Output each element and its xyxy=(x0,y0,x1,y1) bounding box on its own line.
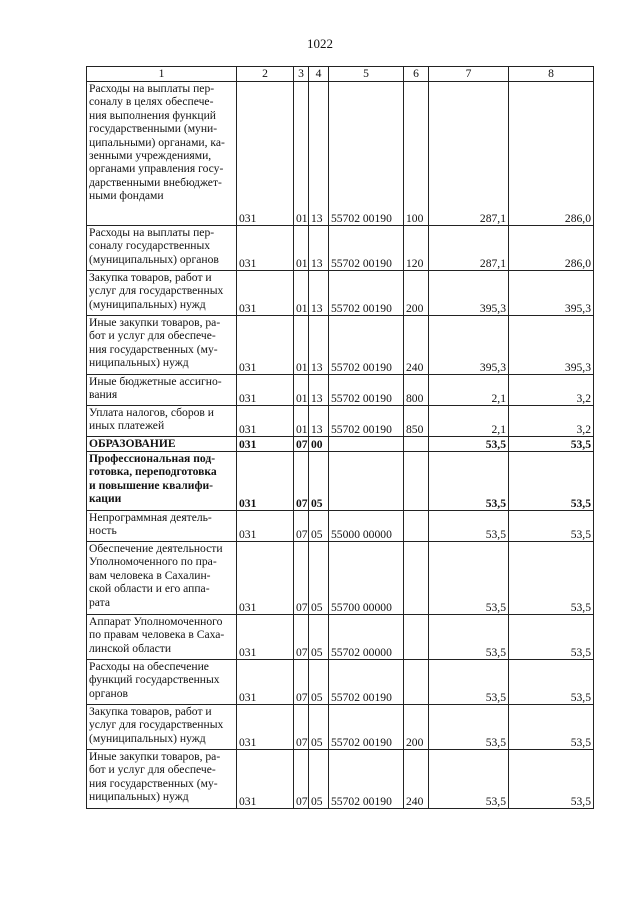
row-name-cell: Иные закупки товаров, ра- бот и услуг для обеспече- ния государственных (му- ниципальных) нужд xyxy=(87,316,237,375)
row-subsection-cell: 05 xyxy=(309,511,329,542)
row-expense-type-cell: 200 xyxy=(404,271,429,316)
row-amount-1-cell: 53,5 xyxy=(429,452,509,511)
row-name-cell: Обеспечение деятельности Уполномоченного по пра- вам человека в Сахалин- ской области и его аппа- рата xyxy=(87,542,237,615)
row-code-cell: 031 xyxy=(237,705,294,750)
row-section-cell: 01 xyxy=(294,226,309,271)
row-expense-type-cell: 100 xyxy=(404,82,429,226)
page-number: 1022 xyxy=(307,36,333,51)
row-amount-2-cell: 53,5 xyxy=(509,705,594,750)
row-code-cell: 031 xyxy=(237,271,294,316)
row-amount-2-cell: 286,0 xyxy=(509,82,594,226)
row-subsection-cell: 13 xyxy=(309,82,329,226)
row-amount-1-cell: 53,5 xyxy=(429,511,509,542)
table-row xyxy=(87,316,594,375)
column-header: 2 xyxy=(237,67,294,82)
column-header: 8 xyxy=(509,67,594,82)
row-name-cell: Расходы на выплаты пер- соналу в целях обеспече- ния выполнения функций государственными (муни- ципальными) органами, ка- зенными учреждениями, органами управления госу- дарственными внебюджет- ными фондами xyxy=(87,82,237,226)
table-row xyxy=(87,226,594,271)
row-target-item-cell: 55700 00000 xyxy=(329,542,404,615)
row-expense-type-cell: 240 xyxy=(404,750,429,809)
row-amount-2-cell: 53,5 xyxy=(509,542,594,615)
row-target-item-cell xyxy=(329,437,404,452)
row-amount-1-cell: 53,5 xyxy=(429,660,509,705)
table-row xyxy=(87,271,594,316)
row-name-cell: Иные бюджетные ассигно- вания xyxy=(87,375,237,406)
row-section-cell: 07 xyxy=(294,660,309,705)
row-amount-1-cell: 2,1 xyxy=(429,375,509,406)
table-row xyxy=(87,750,594,809)
row-amount-2-cell: 53,5 xyxy=(509,660,594,705)
row-code-cell: 031 xyxy=(237,660,294,705)
row-amount-1-cell: 395,3 xyxy=(429,271,509,316)
row-section-cell: 07 xyxy=(294,615,309,660)
row-subsection-cell: 05 xyxy=(309,660,329,705)
row-amount-1-cell: 53,5 xyxy=(429,542,509,615)
row-code-cell: 031 xyxy=(237,615,294,660)
row-name-cell: Уплата налогов, сборов и иных платежей xyxy=(87,406,237,437)
row-amount-2-cell: 3,2 xyxy=(509,375,594,406)
row-amount-2-cell: 395,3 xyxy=(509,316,594,375)
row-amount-2-cell: 53,5 xyxy=(509,511,594,542)
row-amount-1-cell: 53,5 xyxy=(429,437,509,452)
table-row xyxy=(87,375,594,406)
row-amount-1-cell: 53,5 xyxy=(429,750,509,809)
column-header: 3 xyxy=(294,67,309,82)
row-section-cell: 01 xyxy=(294,82,309,226)
column-header: 5 xyxy=(329,67,404,82)
row-subsection-cell: 13 xyxy=(309,271,329,316)
row-amount-1-cell: 287,1 xyxy=(429,226,509,271)
row-expense-type-cell xyxy=(404,660,429,705)
budget-table xyxy=(86,66,594,809)
table-row xyxy=(87,437,594,452)
row-code-cell: 031 xyxy=(237,406,294,437)
row-target-item-cell: 55702 00190 xyxy=(329,406,404,437)
table-row xyxy=(87,82,594,226)
row-expense-type-cell xyxy=(404,511,429,542)
row-code-cell: 031 xyxy=(237,437,294,452)
table-row xyxy=(87,705,594,750)
row-name-cell: Расходы на обеспечение функций государственных органов xyxy=(87,660,237,705)
column-header: 4 xyxy=(309,67,329,82)
row-code-cell: 031 xyxy=(237,452,294,511)
row-code-cell: 031 xyxy=(237,375,294,406)
row-target-item-cell: 55000 00000 xyxy=(329,511,404,542)
row-subsection-cell: 13 xyxy=(309,226,329,271)
column-header: 6 xyxy=(404,67,429,82)
column-header: 7 xyxy=(429,67,509,82)
row-section-cell: 07 xyxy=(294,452,309,511)
row-code-cell: 031 xyxy=(237,82,294,226)
row-amount-2-cell: 53,5 xyxy=(509,452,594,511)
row-expense-type-cell xyxy=(404,437,429,452)
column-header: 1 xyxy=(87,67,237,82)
row-section-cell: 07 xyxy=(294,705,309,750)
row-subsection-cell: 13 xyxy=(309,375,329,406)
row-section-cell: 01 xyxy=(294,375,309,406)
row-name-cell: Непрограммная деятель- ность xyxy=(87,511,237,542)
row-subsection-cell: 13 xyxy=(309,316,329,375)
row-target-item-cell: 55702 00190 xyxy=(329,316,404,375)
row-amount-1-cell: 395,3 xyxy=(429,316,509,375)
row-amount-2-cell: 3,2 xyxy=(509,406,594,437)
row-name-cell: Закупка товаров, работ и услуг для государственных (муниципальных) нужд xyxy=(87,271,237,316)
row-name-cell: Иные закупки товаров, ра- бот и услуг для обеспече- ния государственных (му- ниципальных) нужд xyxy=(87,750,237,809)
row-code-cell: 031 xyxy=(237,226,294,271)
row-section-cell: 01 xyxy=(294,316,309,375)
row-target-item-cell: 55702 00190 xyxy=(329,82,404,226)
row-subsection-cell: 05 xyxy=(309,542,329,615)
row-subsection-cell: 05 xyxy=(309,452,329,511)
row-section-cell: 07 xyxy=(294,437,309,452)
row-expense-type-cell: 120 xyxy=(404,226,429,271)
table-row xyxy=(87,660,594,705)
row-target-item-cell: 55702 00190 xyxy=(329,750,404,809)
row-expense-type-cell: 240 xyxy=(404,316,429,375)
row-code-cell: 031 xyxy=(237,511,294,542)
row-code-cell: 031 xyxy=(237,542,294,615)
row-amount-1-cell: 287,1 xyxy=(429,82,509,226)
row-amount-2-cell: 53,5 xyxy=(509,437,594,452)
row-target-item-cell: 55702 00190 xyxy=(329,375,404,406)
row-section-cell: 07 xyxy=(294,542,309,615)
row-expense-type-cell: 800 xyxy=(404,375,429,406)
row-expense-type-cell: 200 xyxy=(404,705,429,750)
table-row xyxy=(87,406,594,437)
row-amount-1-cell: 2,1 xyxy=(429,406,509,437)
row-expense-type-cell xyxy=(404,615,429,660)
row-amount-2-cell: 53,5 xyxy=(509,615,594,660)
row-name-cell: Аппарат Уполномоченного по правам человека в Саха- линской области xyxy=(87,615,237,660)
row-code-cell: 031 xyxy=(237,316,294,375)
row-subsection-cell: 05 xyxy=(309,750,329,809)
row-amount-2-cell: 395,3 xyxy=(509,271,594,316)
row-code-cell: 031 xyxy=(237,750,294,809)
row-expense-type-cell: 850 xyxy=(404,406,429,437)
row-amount-2-cell: 53,5 xyxy=(509,750,594,809)
row-name-cell: Закупка товаров, работ и услуг для государственных (муниципальных) нужд xyxy=(87,705,237,750)
row-section-cell: 07 xyxy=(294,511,309,542)
row-name-cell: Расходы на выплаты пер- соналу государственных (муниципальных) органов xyxy=(87,226,237,271)
row-subsection-cell: 13 xyxy=(309,406,329,437)
row-expense-type-cell xyxy=(404,542,429,615)
row-name-cell: Профессиональная под- готовка, переподготовка и повышение квалифи- кации xyxy=(87,452,237,511)
row-expense-type-cell xyxy=(404,452,429,511)
row-section-cell: 01 xyxy=(294,271,309,316)
row-target-item-cell: 55702 00190 xyxy=(329,226,404,271)
row-target-item-cell: 55702 00190 xyxy=(329,271,404,316)
table-row xyxy=(87,542,594,615)
row-amount-2-cell: 286,0 xyxy=(509,226,594,271)
table-row xyxy=(87,511,594,542)
row-amount-1-cell: 53,5 xyxy=(429,705,509,750)
row-subsection-cell: 00 xyxy=(309,437,329,452)
row-section-cell: 07 xyxy=(294,750,309,809)
row-subsection-cell: 05 xyxy=(309,705,329,750)
row-target-item-cell xyxy=(329,452,404,511)
table-row xyxy=(87,452,594,511)
table-row xyxy=(87,615,594,660)
row-name-cell: ОБРАЗОВАНИЕ xyxy=(87,437,237,452)
row-target-item-cell: 55702 00000 xyxy=(329,615,404,660)
row-target-item-cell: 55702 00190 xyxy=(329,660,404,705)
table-header-row xyxy=(87,67,594,82)
row-subsection-cell: 05 xyxy=(309,615,329,660)
row-section-cell: 01 xyxy=(294,406,309,437)
row-target-item-cell: 55702 00190 xyxy=(329,705,404,750)
row-amount-1-cell: 53,5 xyxy=(429,615,509,660)
